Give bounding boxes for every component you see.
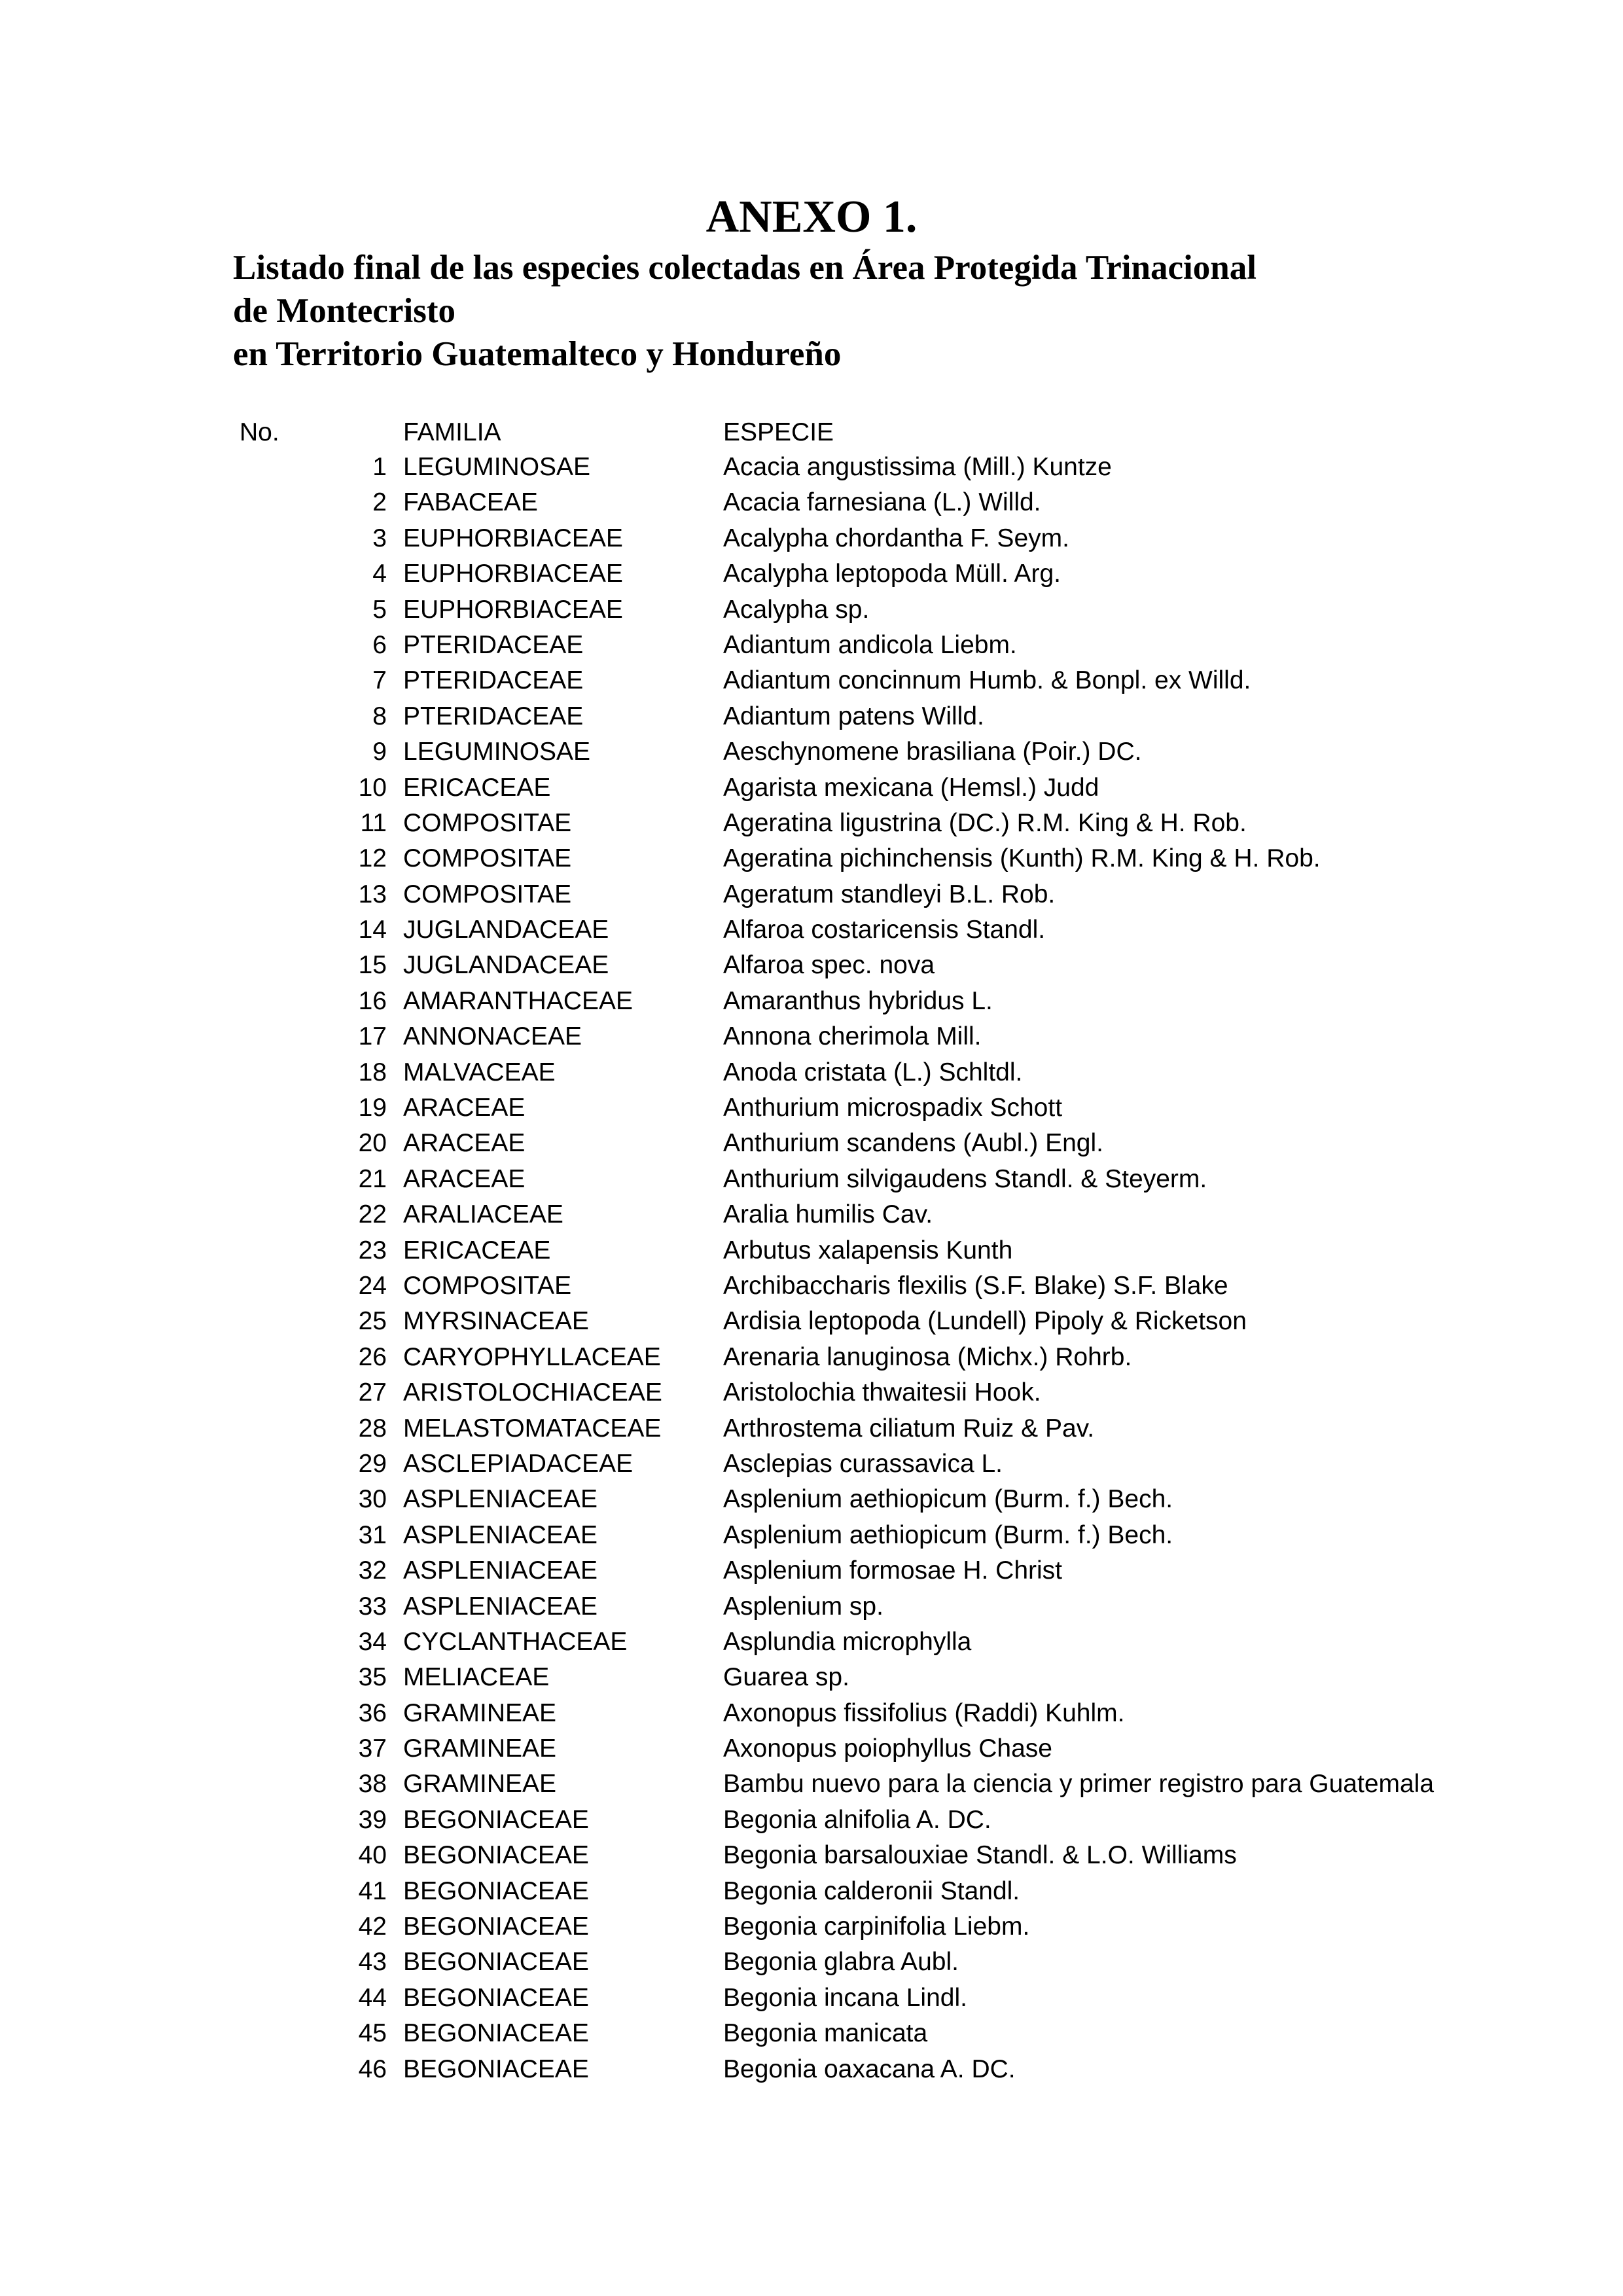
table-row xyxy=(233,1233,1607,1268)
table-row xyxy=(233,1696,1607,1731)
table-row xyxy=(233,1624,1607,1660)
species-cell: Anthurium silvigaudens Standl. & Steyerm. xyxy=(723,1164,1207,1193)
table-row xyxy=(233,877,1607,912)
family-cell: GRAMINEAE xyxy=(403,1770,557,1799)
row-number: 30 xyxy=(358,1485,387,1514)
species-cell: Asplundia microphylla xyxy=(723,1627,972,1656)
species-cell: Begonia manicata xyxy=(723,2019,928,2048)
family-cell: COMPOSITAE xyxy=(403,880,572,908)
species-cell: Adiantum concinnum Humb. & Bonpl. ex Willd. xyxy=(723,666,1251,695)
annex-number: ANEXO 1. xyxy=(705,192,918,242)
family-cell: ASCLEPIADACEAE xyxy=(403,1449,633,1478)
species-cell: Ageratum standleyi B.L. Rob. xyxy=(723,880,1056,908)
table-row xyxy=(233,1340,1607,1375)
species-cell: Arbutus xalapensis Kunth xyxy=(723,1236,1013,1265)
row-number: 45 xyxy=(358,2019,387,2048)
species-cell: Asplenium formosae H. Christ xyxy=(723,1556,1063,1585)
table-row xyxy=(233,1375,1607,1410)
table-header-row xyxy=(233,416,1607,450)
species-cell: Arenaria lanuginosa (Michx.) Rohrb. xyxy=(723,1342,1132,1371)
family-cell: ARACEAE xyxy=(403,1164,526,1193)
family-cell: BEGONIACEAE xyxy=(403,1983,589,2012)
family-cell: PTERIDACEAE xyxy=(403,630,584,659)
row-number: 17 xyxy=(358,1022,387,1051)
species-cell: Asplenium sp. xyxy=(723,1592,883,1621)
table-row xyxy=(233,1838,1607,1873)
family-cell: FABACEAE xyxy=(403,488,538,517)
species-cell: Guarea sp. xyxy=(723,1663,849,1692)
family-cell: ARISTOLOCHIACEAE xyxy=(403,1378,662,1407)
header-species: ESPECIE xyxy=(723,418,834,446)
family-cell: LEGUMINOSAE xyxy=(403,738,591,766)
species-cell: Annona cherimola Mill. xyxy=(723,1022,982,1051)
species-cell: Begonia alnifolia A. DC. xyxy=(723,1805,991,1834)
table-row xyxy=(233,2016,1607,2051)
species-cell: Anthurium microspadix Schott xyxy=(723,1094,1063,1122)
table-row xyxy=(233,806,1607,841)
table-row xyxy=(233,1090,1607,1126)
row-number: 27 xyxy=(358,1378,387,1407)
row-number: 22 xyxy=(358,1200,387,1229)
family-cell: JUGLANDACEAE xyxy=(403,951,609,980)
row-number: 16 xyxy=(358,986,387,1015)
row-number: 34 xyxy=(358,1627,387,1656)
row-number: 3 xyxy=(372,524,387,552)
row-number: 14 xyxy=(358,916,387,944)
family-cell: PTERIDACEAE xyxy=(403,666,584,695)
species-cell: Ardisia leptopoda (Lundell) Pipoly & Ricketson xyxy=(723,1307,1247,1336)
table-row xyxy=(233,2052,1607,2087)
table-row xyxy=(233,912,1607,948)
table-row xyxy=(233,1945,1607,1980)
table-row xyxy=(233,699,1607,734)
row-number: 37 xyxy=(358,1734,387,1763)
row-number: 1 xyxy=(372,453,387,481)
row-number: 35 xyxy=(358,1663,387,1692)
row-number: 15 xyxy=(358,951,387,980)
species-cell: Archibaccharis flexilis (S.F. Blake) S.F. Blake xyxy=(723,1271,1228,1300)
family-cell: COMPOSITAE xyxy=(403,1271,572,1300)
row-number: 21 xyxy=(358,1164,387,1193)
title-line-3: en Territorio Guatemalteco y Hondureño xyxy=(233,335,842,373)
table-row xyxy=(233,1803,1607,1838)
species-cell: Anoda cristata (L.) Schltdl. xyxy=(723,1058,1023,1086)
family-cell: ANNONACEAE xyxy=(403,1022,582,1051)
table-row xyxy=(233,521,1607,556)
document-title xyxy=(233,246,1607,376)
species-cell: Axonopus poiophyllus Chase xyxy=(723,1734,1053,1763)
species-cell: Alfaroa spec. nova xyxy=(723,951,935,980)
row-number: 13 xyxy=(358,880,387,908)
row-number: 25 xyxy=(358,1307,387,1336)
row-number: 32 xyxy=(358,1556,387,1585)
family-cell: COMPOSITAE xyxy=(403,844,572,873)
family-cell: ARACEAE xyxy=(403,1129,526,1158)
table-row xyxy=(233,592,1607,628)
table-body xyxy=(233,450,1607,2087)
table-row xyxy=(233,1162,1607,1197)
table-row xyxy=(233,1411,1607,1446)
species-cell: Anthurium scandens (Aubl.) Engl. xyxy=(723,1129,1103,1158)
row-number: 9 xyxy=(372,738,387,766)
row-number: 12 xyxy=(358,844,387,873)
row-number: 33 xyxy=(358,1592,387,1621)
row-number: 4 xyxy=(372,560,387,588)
species-cell: Aralia humilis Cav. xyxy=(723,1200,933,1229)
family-cell: CYCLANTHACEAE xyxy=(403,1627,628,1656)
table-row xyxy=(233,1268,1607,1304)
species-cell: Begonia calderonii Standl. xyxy=(723,1876,1020,1905)
species-cell: Ageratina pichinchensis (Kunth) R.M. King & H. Rob. xyxy=(723,844,1321,873)
family-cell: BEGONIACEAE xyxy=(403,2054,589,2083)
table-row xyxy=(233,1553,1607,1588)
table-row xyxy=(233,841,1607,876)
header-family: FAMILIA xyxy=(403,418,501,446)
species-cell: Acalypha leptopoda Müll. Arg. xyxy=(723,560,1061,588)
family-cell: ARACEAE xyxy=(403,1094,526,1122)
family-cell: ARALIACEAE xyxy=(403,1200,563,1229)
row-number: 6 xyxy=(372,630,387,659)
row-number: 20 xyxy=(358,1129,387,1158)
table-row xyxy=(233,450,1607,485)
species-cell: Aristolochia thwaitesii Hook. xyxy=(723,1378,1041,1407)
species-cell: Begonia glabra Aubl. xyxy=(723,1948,959,1977)
family-cell: MELASTOMATACEAE xyxy=(403,1414,662,1443)
species-cell: Agarista mexicana (Hemsl.) Judd xyxy=(723,773,1099,802)
species-cell: Amaranthus hybridus L. xyxy=(723,986,993,1015)
family-cell: GRAMINEAE xyxy=(403,1734,557,1763)
table-row xyxy=(233,1055,1607,1090)
table-row xyxy=(233,1518,1607,1553)
family-cell: BEGONIACEAE xyxy=(403,1912,589,1941)
table-row xyxy=(233,1482,1607,1517)
row-number: 8 xyxy=(372,702,387,730)
row-number: 11 xyxy=(360,808,387,837)
family-cell: MALVACEAE xyxy=(403,1058,556,1086)
table-row xyxy=(233,1767,1607,1802)
table-row xyxy=(233,1909,1607,1945)
header-no: No. xyxy=(240,418,279,446)
family-cell: ASPLENIACEAE xyxy=(403,1520,597,1549)
family-cell: EUPHORBIACEAE xyxy=(403,560,623,588)
family-cell: BEGONIACEAE xyxy=(403,1841,589,1870)
species-cell: Begonia incana Lindl. xyxy=(723,1983,967,2012)
table-row xyxy=(233,1660,1607,1695)
row-number: 23 xyxy=(358,1236,387,1265)
table-row xyxy=(233,770,1607,806)
row-number: 44 xyxy=(358,1983,387,2012)
family-cell: LEGUMINOSAE xyxy=(403,453,591,481)
family-cell: COMPOSITAE xyxy=(403,808,572,837)
species-cell: Acacia angustissima (Mill.) Kuntze xyxy=(723,453,1112,481)
table-row xyxy=(233,1126,1607,1161)
table-row xyxy=(233,1304,1607,1339)
species-table xyxy=(233,416,1607,2087)
species-cell: Begonia barsalouxiae Standl. & L.O. Williams xyxy=(723,1841,1237,1870)
family-cell: MELIACEAE xyxy=(403,1663,550,1692)
row-number: 41 xyxy=(358,1876,387,1905)
row-number: 40 xyxy=(358,1841,387,1870)
species-cell: Arthrostema ciliatum Ruiz & Pav. xyxy=(723,1414,1095,1443)
title-line-1: Listado final de las especies colectadas en Área Protegida Trinacional xyxy=(233,249,1257,287)
species-cell: Axonopus fissifolius (Raddi) Kuhlm. xyxy=(723,1698,1125,1727)
row-number: 26 xyxy=(358,1342,387,1371)
row-number: 46 xyxy=(358,2054,387,2083)
row-number: 24 xyxy=(358,1271,387,1300)
family-cell: ASPLENIACEAE xyxy=(403,1592,597,1621)
table-row xyxy=(233,734,1607,770)
row-number: 31 xyxy=(358,1520,387,1549)
family-cell: ERICACEAE xyxy=(403,1236,551,1265)
row-number: 36 xyxy=(358,1698,387,1727)
row-number: 43 xyxy=(358,1948,387,1977)
row-number: 7 xyxy=(372,666,387,695)
table-row xyxy=(233,1589,1607,1624)
table-row xyxy=(233,984,1607,1019)
species-cell: Alfaroa costaricensis Standl. xyxy=(723,916,1046,944)
species-cell: Begonia carpinifolia Liebm. xyxy=(723,1912,1030,1941)
family-cell: GRAMINEAE xyxy=(403,1698,557,1727)
table-row xyxy=(233,1731,1607,1767)
family-cell: BEGONIACEAE xyxy=(403,1876,589,1905)
row-number: 42 xyxy=(358,1912,387,1941)
species-cell: Begonia oaxacana A. DC. xyxy=(723,2054,1016,2083)
family-cell: ASPLENIACEAE xyxy=(403,1556,597,1585)
family-cell: MYRSINACEAE xyxy=(403,1307,589,1336)
row-number: 38 xyxy=(358,1770,387,1799)
species-cell: Aeschynomene brasiliana (Poir.) DC. xyxy=(723,738,1142,766)
table-row xyxy=(233,1197,1607,1232)
family-cell: EUPHORBIACEAE xyxy=(403,524,623,552)
species-cell: Acacia farnesiana (L.) Willd. xyxy=(723,488,1041,517)
family-cell: ERICACEAE xyxy=(403,773,551,802)
table-row xyxy=(233,1874,1607,1909)
species-cell: Asclepias curassavica L. xyxy=(723,1449,1003,1478)
row-number: 2 xyxy=(372,488,387,517)
table-row xyxy=(233,1446,1607,1482)
table-row xyxy=(233,948,1607,983)
family-cell: ASPLENIACEAE xyxy=(403,1485,597,1514)
family-cell: AMARANTHACEAE xyxy=(403,986,633,1015)
species-cell: Asplenium aethiopicum (Burm. f.) Bech. xyxy=(723,1485,1173,1514)
table-row xyxy=(233,1019,1607,1054)
species-cell: Ageratina ligustrina (DC.) R.M. King & H. Rob. xyxy=(723,808,1247,837)
row-number: 29 xyxy=(358,1449,387,1478)
species-cell: Adiantum andicola Liebm. xyxy=(723,630,1017,659)
species-cell: Asplenium aethiopicum (Burm. f.) Bech. xyxy=(723,1520,1173,1549)
family-cell: BEGONIACEAE xyxy=(403,2019,589,2048)
table-row xyxy=(233,556,1607,592)
species-cell: Bambu nuevo para la ciencia y primer registro para Guatemala xyxy=(723,1770,1435,1799)
family-cell: BEGONIACEAE xyxy=(403,1948,589,1977)
species-cell: Adiantum patens Willd. xyxy=(723,702,984,730)
row-number: 19 xyxy=(358,1094,387,1122)
family-cell: BEGONIACEAE xyxy=(403,1805,589,1834)
row-number: 5 xyxy=(372,595,387,624)
table-row xyxy=(233,485,1607,520)
row-number: 28 xyxy=(358,1414,387,1443)
species-cell: Acalypha sp. xyxy=(723,595,870,624)
row-number: 10 xyxy=(358,773,387,802)
family-cell: JUGLANDACEAE xyxy=(403,916,609,944)
species-cell: Acalypha chordantha F. Seym. xyxy=(723,524,1069,552)
table-row xyxy=(233,628,1607,663)
row-number: 39 xyxy=(358,1805,387,1834)
table-row xyxy=(233,663,1607,698)
row-number: 18 xyxy=(358,1058,387,1086)
family-cell: EUPHORBIACEAE xyxy=(403,595,623,624)
title-line-2: de Montecristo xyxy=(233,292,455,330)
family-cell: CARYOPHYLLACEAE xyxy=(403,1342,661,1371)
table-row xyxy=(233,1981,1607,2016)
family-cell: PTERIDACEAE xyxy=(403,702,584,730)
